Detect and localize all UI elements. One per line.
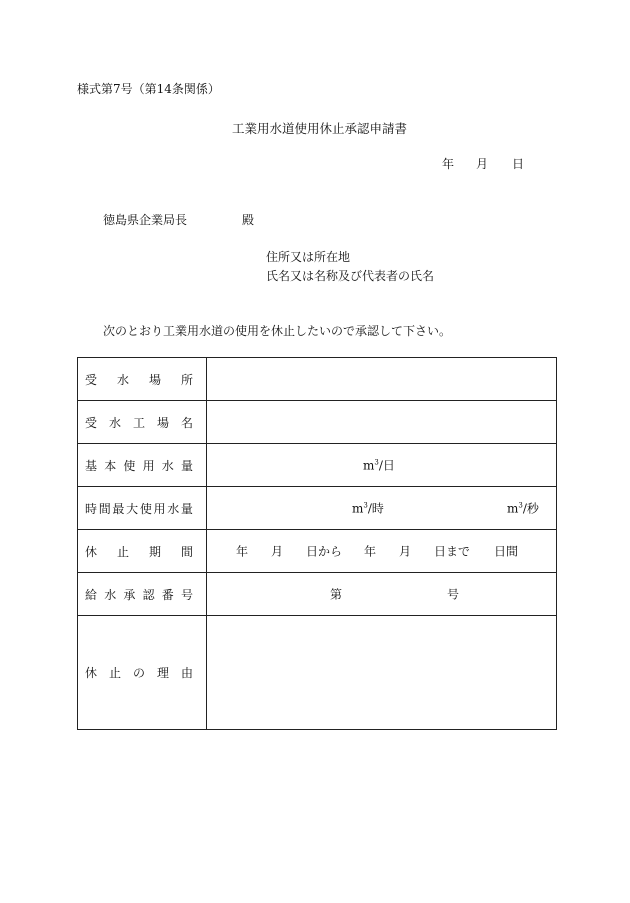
table-row [78,358,557,401]
table-row [78,487,557,530]
intro-text: 次のとおり工業用水道の使用を休止したいので承認して下さい。 [103,324,452,338]
addressee-honorific: 殿 [242,213,255,227]
applicant-address-label: 住所又は所在地 [266,250,351,264]
table-row [78,530,557,573]
date-month: 月 [476,157,489,171]
table-row [78,401,557,444]
unit-per-hour: $m^3/$時 [352,501,384,516]
label-suspension-period: 休 止 期 間 [78,530,207,573]
table-row [78,573,557,616]
value-suspension-period[interactable] [207,530,557,573]
applicant-name-label: 氏名又は名称及び代表者の氏名 [266,269,435,283]
approval-number-prefix: 第 [330,587,343,602]
unit-per-second: $m^3/$秒 [507,501,539,516]
value-factory-name[interactable] [207,401,557,444]
period-start-day: 日から [306,544,343,559]
document-title: 工業用水道使用休止承認申請書 [232,121,408,136]
unit-per-day: $m^3/$日 [363,458,395,473]
period-start-month: 月 [271,544,284,559]
label-basic-usage: 基 本 使 用 水 量 [78,444,207,487]
date-year: 年 [442,157,455,171]
table-row [78,444,557,487]
label-max-hourly-usage: 時 間 最 大 使 用 水 量 [78,487,207,530]
date-day: 日 [512,157,525,171]
value-approval-number[interactable] [207,573,557,616]
label-approval-number: 給 水 承 認 番 号 [78,573,207,616]
application-table [77,357,557,730]
approval-number-suffix: 号 [447,587,460,602]
label-factory-name: 受 水 工 場 名 [78,401,207,444]
value-receiving-location[interactable] [207,358,557,401]
period-end-month: 月 [399,544,412,559]
value-max-hourly-usage[interactable] [207,487,557,530]
label-suspension-reason: 休 止 の 理 由 [78,616,207,730]
period-days: 日間 [494,544,519,559]
value-suspension-reason[interactable] [207,616,557,730]
table-row [78,616,557,730]
period-start-year: 年 [236,544,249,559]
addressee-name: 徳島県企業局長 [103,213,188,227]
form-number: 様式第7号（第14条関係） [77,82,220,96]
value-basic-usage[interactable] [207,444,557,487]
period-end-year: 年 [364,544,377,559]
period-end-day: 日まで [434,544,471,559]
label-receiving-location: 受 水 場 所 [78,358,207,401]
